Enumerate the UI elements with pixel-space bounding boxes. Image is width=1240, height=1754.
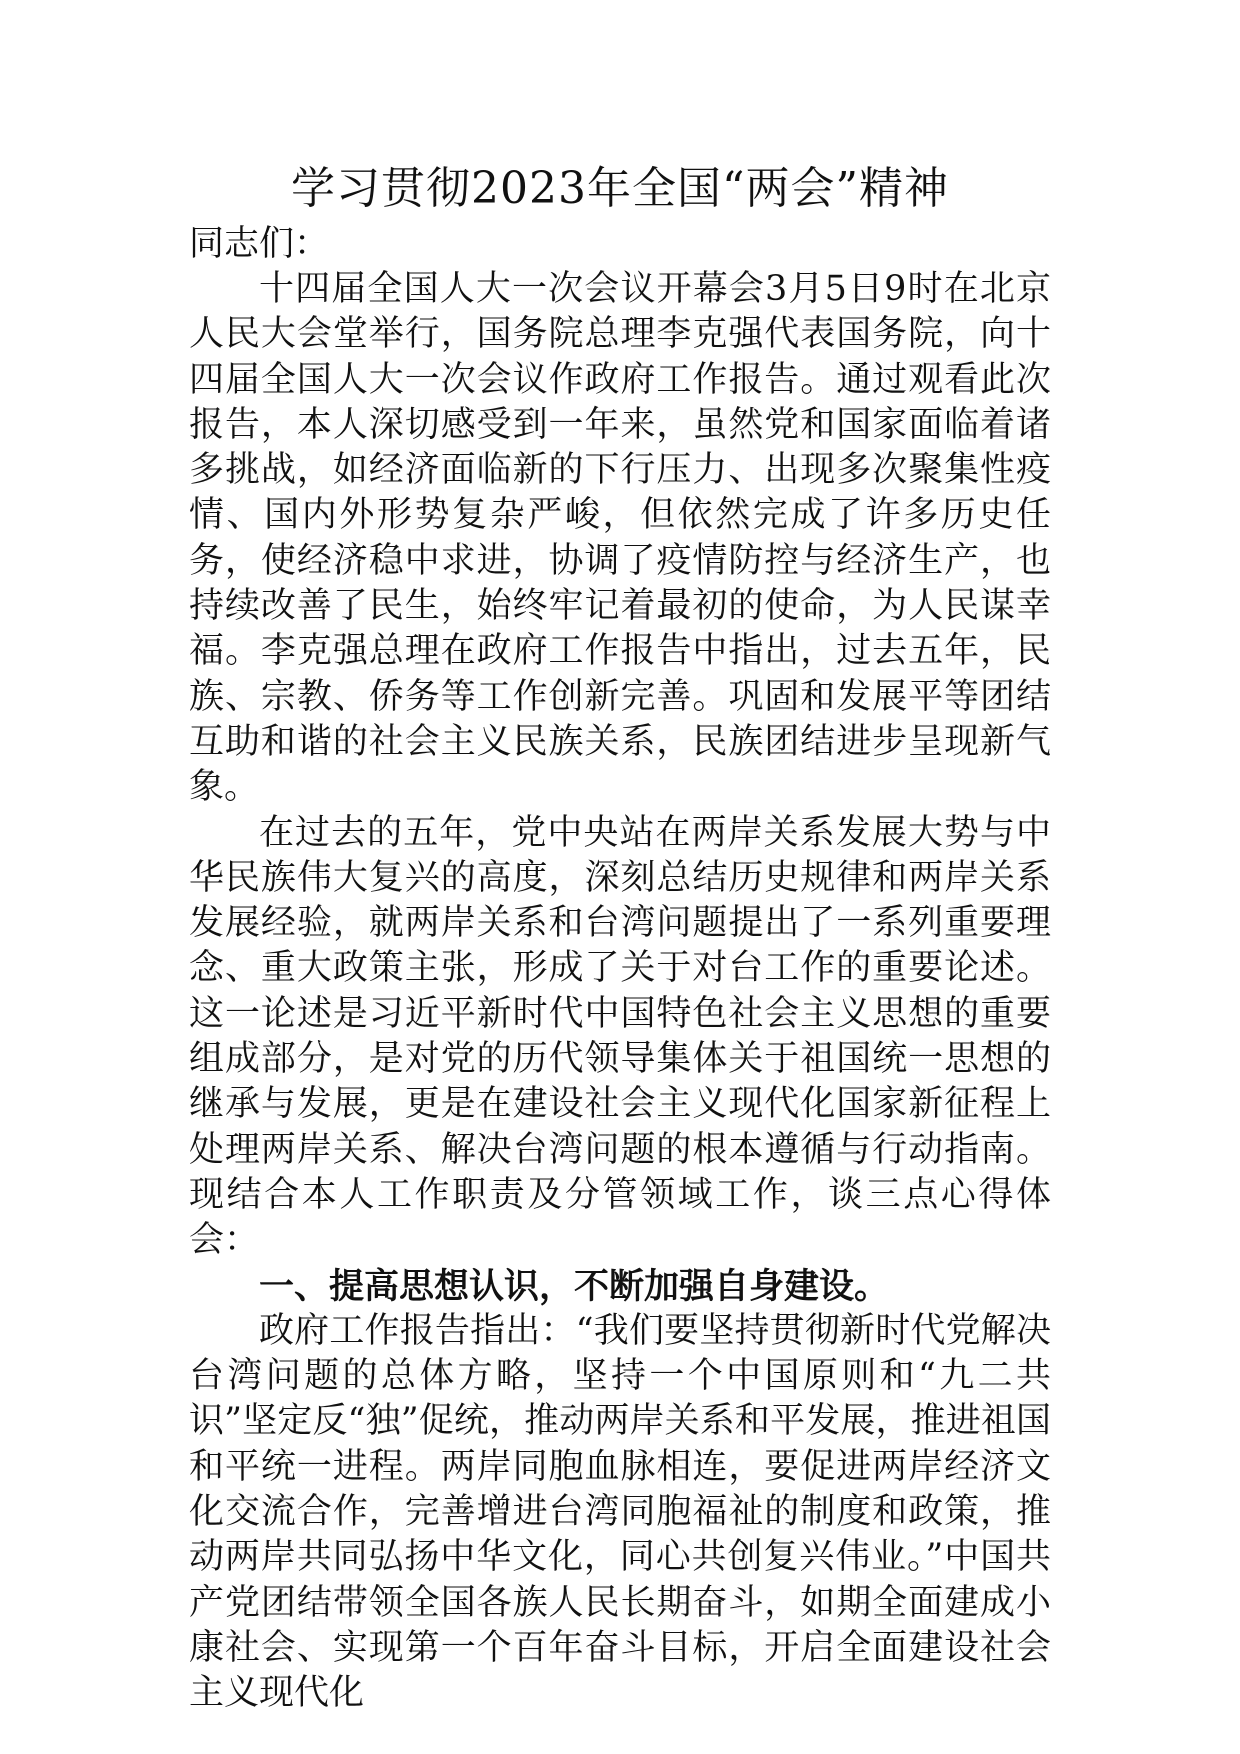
body-paragraph-3: 政府工作报告指出：“我们要坚持贯彻新时代党解决台湾问题的总体方略，坚持一个中国原则和“九二共识”坚定反“独”促统，推动两岸关系和平发展，推进祖国和平统一进程。两岸同胞血脉相连，要促进两岸经济文化交流合作，完善增进台湾同胞福祉的制度和政策，推动两岸共同弘扬中华文化，同心共创复兴伟业。”中国共产党团结带领全国各族人民长期奋斗，如期全面建成小康社会、实现第一个百年奋斗目标，开启全面建设社会主义现代化 <box>189 1310 1051 1714</box>
greeting-line: 同志们： <box>189 224 330 264</box>
section-heading-1: 一、提高思想认识，不断加强自身建设。 <box>259 1265 890 1307</box>
document-title: 学习贯彻2023年全国“两会”精神 <box>291 163 949 214</box>
document-page <box>189 160 1051 1717</box>
body-paragraph-2: 在过去的五年，党中央站在两岸关系发展大势与中华民族伟大复兴的高度，深刻总结历史规律和两岸关系发展经验，就两岸关系和台湾问题提出了一系列重要理念、重大政策主张，形成了关于对台工作的重要论述。这一论述是习近平新时代中国特色社会主义思想的重要组成部分，是对党的历代领导集体关于祖国统一思想的继承与发展，更是在建设社会主义现代化国家新征程上处理两岸关系、解决台湾问题的根本遵循与行动指南。现结合本人工作职责及分管领域工作，谈三点心得体会： <box>189 812 1051 1261</box>
body-paragraph-1: 十四届全国人大一次会议开幕会3月5日9时在北京人民大会堂举行，国务院总理李克强代表国务院，向十四届全国人大一次会议作政府工作报告。通过观看此次报告，本人深切感受到一年来，虽然党和国家面临着诸多挑战，如经济面临新的下行压力、出现多次聚集性疫情、国内外形势复杂严峻，但依然完成了许多历史任务，使经济稳中求进，协调了疫情防控与经济生产，也持续改善了民生，始终牢记着最初的使命，为人民谋幸福。李克强总理在政府工作报告中指出，过去五年，民族、宗教、侨务等工作创新完善。巩固和发展平等团结互助和谐的社会主义民族关系，民族团结进步呈现新气象。 <box>189 269 1051 808</box>
